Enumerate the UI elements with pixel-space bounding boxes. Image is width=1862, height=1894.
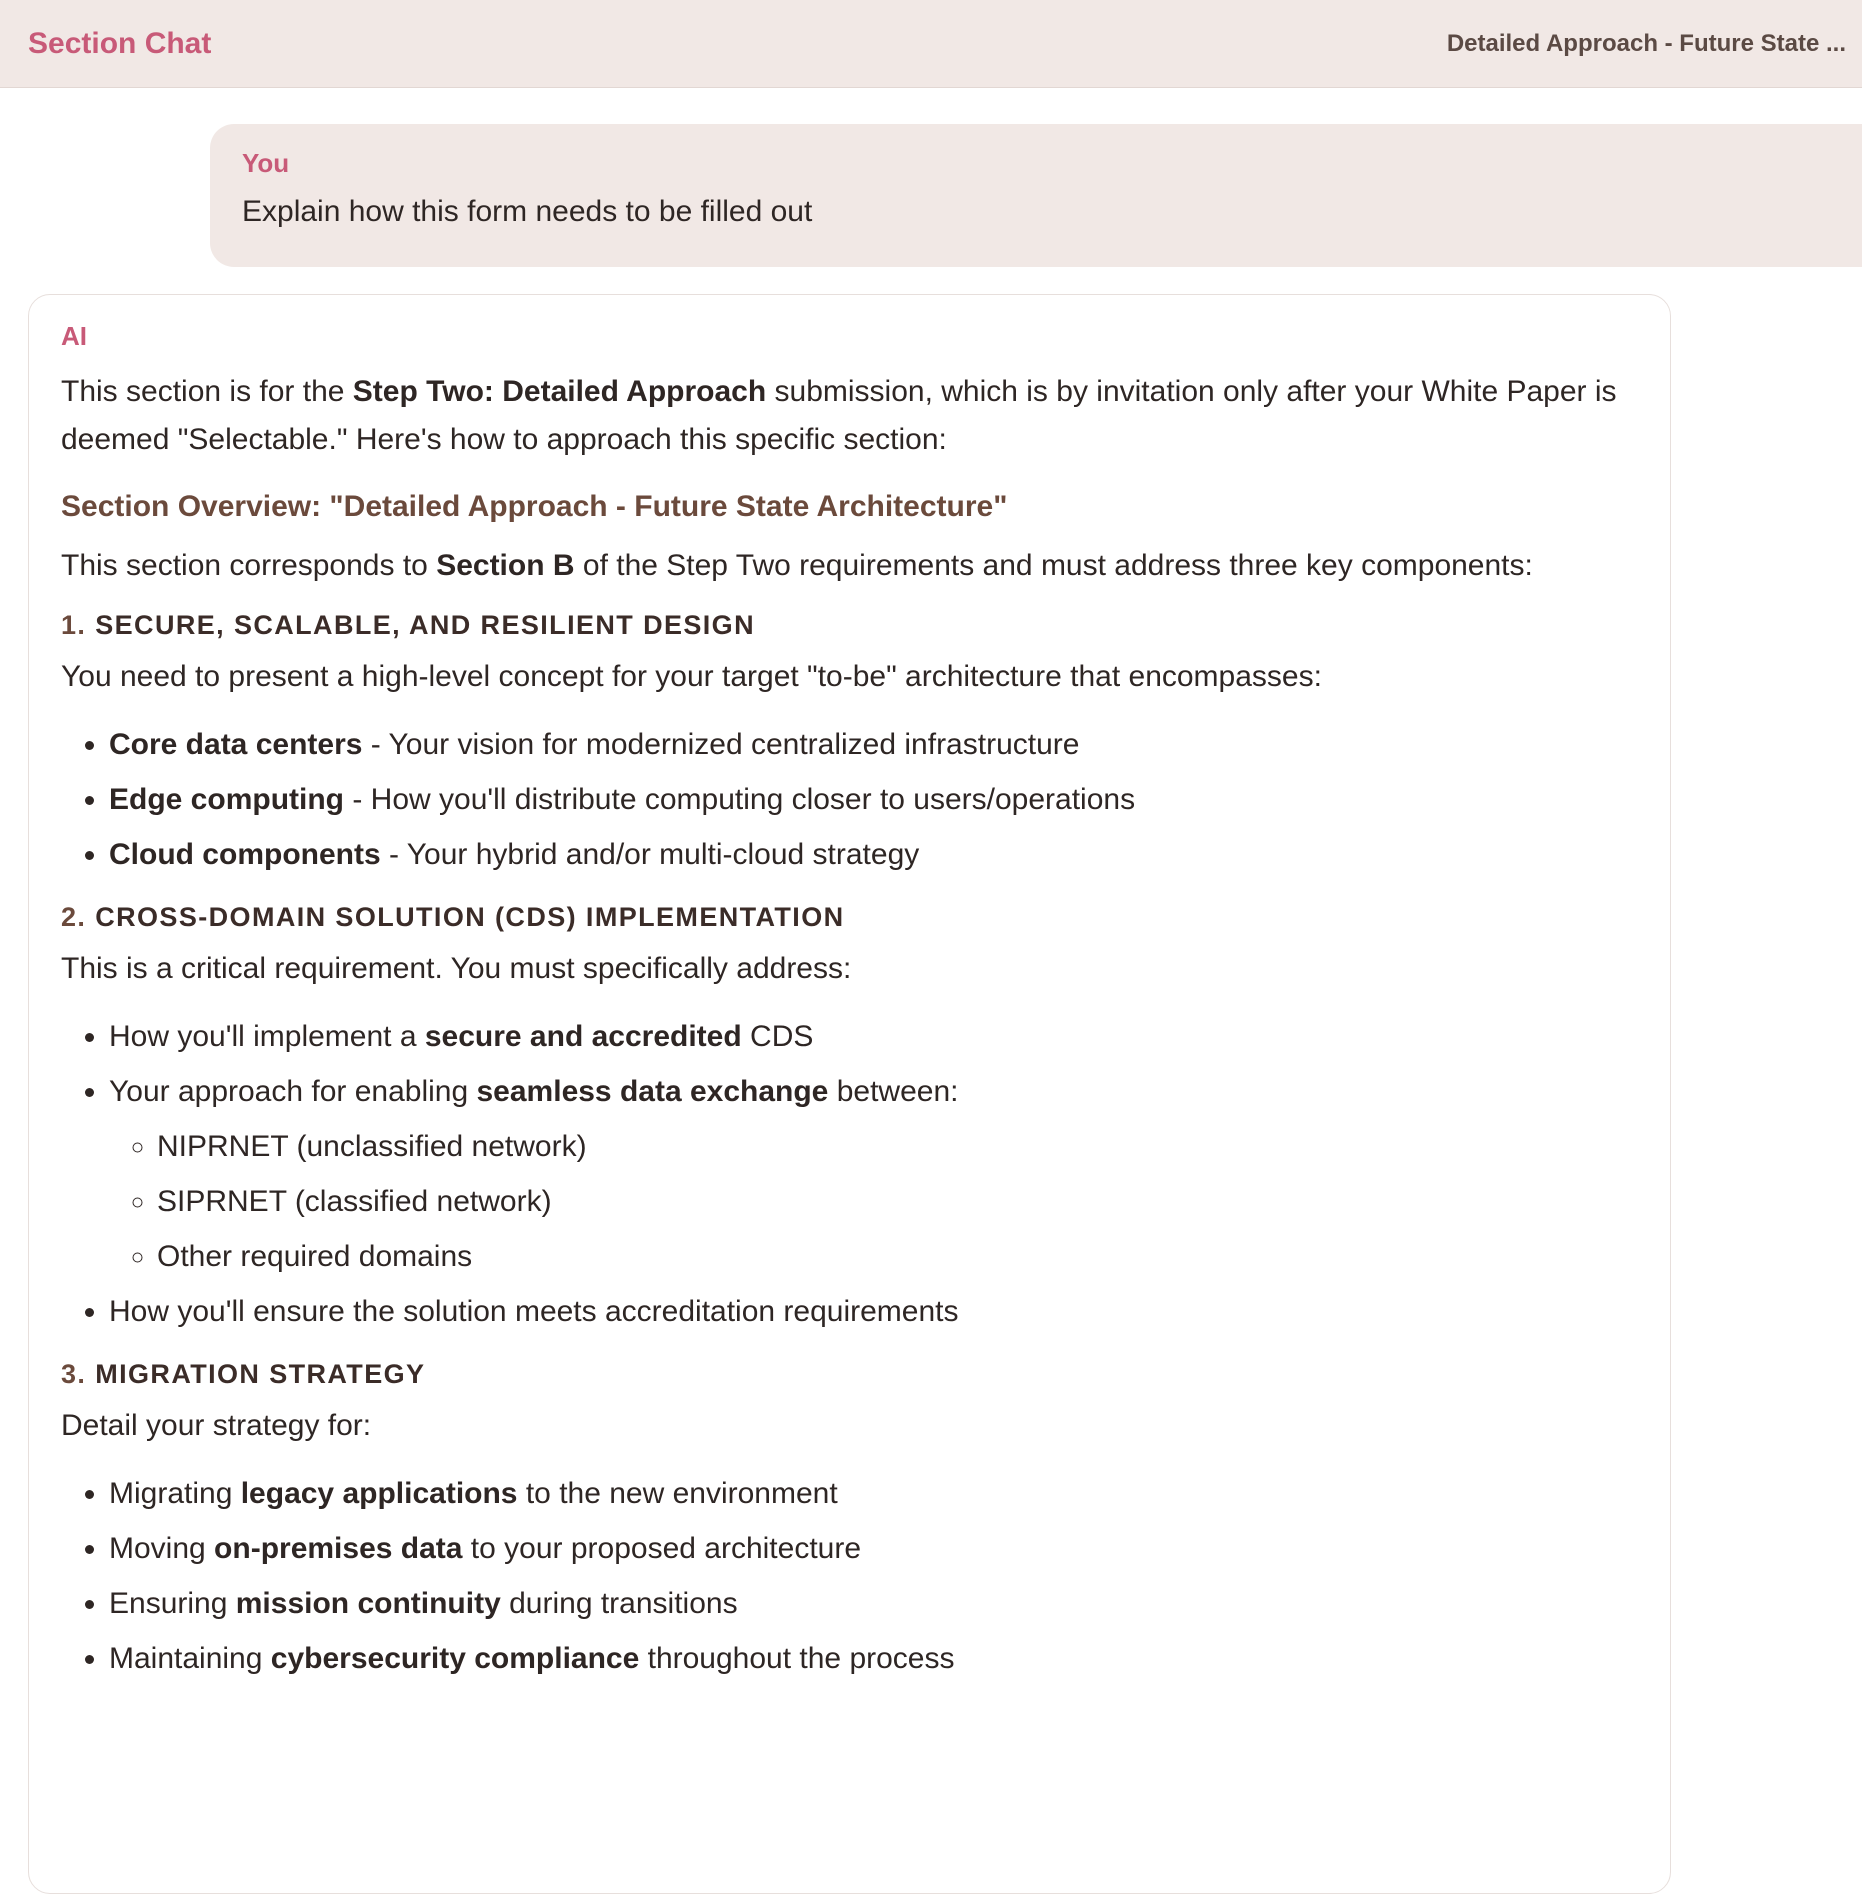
user-message <box>210 124 1862 267</box>
section3-intro: Detail your strategy for: <box>61 1409 372 1442</box>
section2-intro: This is a critical requirement. You must specifically address: <box>61 952 852 985</box>
list-item: • How you'll implement a secure and accredited CDS <box>109 1009 1638 1064</box>
list-item: • Moving on-premises data to your proposed architecture <box>109 1521 1638 1576</box>
sublist-item: ◦ SIPRNET (classified network) <box>157 1174 1638 1229</box>
current-section-name[interactable]: Detailed Approach - Future State ... <box>1446 29 1846 57</box>
chat-thread[interactable] <box>0 88 1862 1894</box>
overview-heading: Section Overview: "Detailed Approach - Future State Architecture" <box>61 490 1008 523</box>
section1-heading: 1. SECURE, SCALABLE, AND RESILIENT DESIGN <box>61 610 755 640</box>
list-item: • Cloud components - Your hybrid and/or multi-cloud strategy <box>109 827 1638 882</box>
overview-paragraph: This section corresponds to Section B of the Step Two requirements and must address three key components: <box>61 549 1533 582</box>
ai-message <box>28 294 1671 1894</box>
list-item: • How you'll ensure the solution meets accreditation requirements <box>109 1284 1638 1339</box>
section2-heading: 2. CROSS-DOMAIN SOLUTION (CDS) IMPLEMENTATION <box>61 902 845 932</box>
list-item: • Your approach for enabling seamless data exchange between: ◦ NIPRNET (unclassified network) ◦ SIPRNET (classified network) ◦ Other required domains <box>109 1064 1638 1284</box>
list-item: • Edge computing - How you'll distribute computing closer to users/operations <box>109 772 1638 827</box>
chat-title: Section Chat <box>28 26 212 60</box>
sublist-item: ◦ Other required domains <box>157 1229 1638 1284</box>
section1-intro: You need to present a high-level concept for your target "to-be" architecture that encompasses: <box>61 660 1322 693</box>
section3-list <box>61 1466 1638 1686</box>
section3-heading: 3. MIGRATION STRATEGY <box>61 1359 426 1389</box>
intro-paragraph: This section is for the Step Two: Detailed Approach submission, which is by invitation only after your White Paper is deemed "Selectable." Here's how to approach this specific section: <box>61 375 1617 456</box>
domain-sublist <box>109 1119 1638 1284</box>
section1-list <box>61 717 1638 882</box>
chat-header <box>0 0 1862 88</box>
user-message-text: Explain how this form needs to be filled out <box>242 195 813 228</box>
user-sender-label: You <box>242 148 290 178</box>
list-item: • Ensuring mission continuity during transitions <box>109 1576 1638 1631</box>
section2-list <box>61 1009 1638 1339</box>
sublist-item: ◦ NIPRNET (unclassified network) <box>157 1119 1638 1174</box>
list-item: • Maintaining cybersecurity compliance throughout the process <box>109 1631 1638 1686</box>
list-item: • Core data centers - Your vision for modernized centralized infrastructure <box>109 717 1638 772</box>
ai-sender-label: AI <box>61 321 87 351</box>
list-item: • Migrating legacy applications to the new environment <box>109 1466 1638 1521</box>
